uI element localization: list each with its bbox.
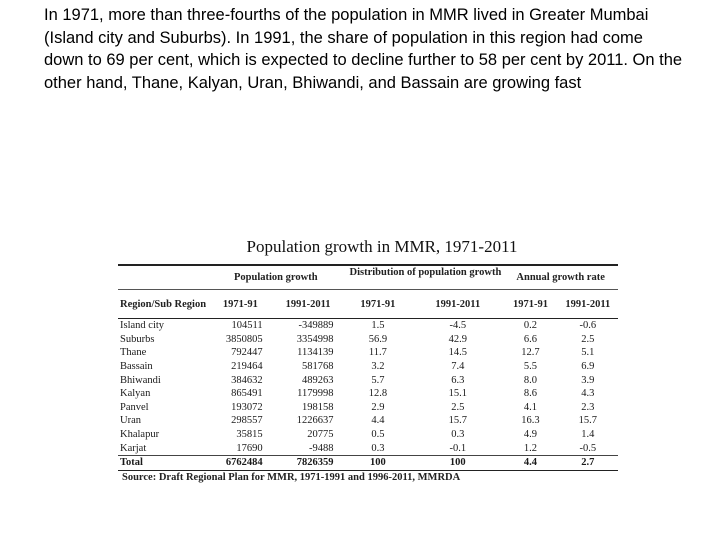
group-header-row	[118, 265, 618, 290]
table-source-note: Source: Draft Regional Plan for MMR, 1971-1991 and 1996-2011, MMRDA	[122, 471, 461, 483]
table-cell: 2.3	[581, 401, 595, 413]
table-cell: 2.9	[371, 401, 385, 413]
table-cell: 0.3	[451, 429, 465, 441]
table-cell: 104511	[231, 320, 263, 332]
column-header: 1991-2011	[412, 290, 503, 319]
table-cell: 5.7	[371, 374, 385, 386]
table-cell: -0.6	[579, 320, 597, 332]
column-header: 1991-2011	[273, 290, 344, 319]
table-cell: 2.7	[558, 455, 618, 470]
table-cell: 2.5	[581, 333, 595, 345]
table-cell: 12.7	[521, 347, 540, 359]
table-total-row	[118, 455, 618, 470]
table-row	[118, 414, 618, 428]
table-cell: 0.3	[371, 442, 385, 454]
table-cell: 581768	[301, 361, 334, 373]
table-cell: 11.7	[368, 347, 387, 359]
table-row	[118, 428, 618, 442]
table-row	[118, 333, 618, 347]
region-name-cell: Thane	[120, 347, 147, 359]
table-cell: 7.4	[451, 361, 465, 373]
table-row	[118, 401, 618, 415]
table-cell: -349889	[298, 320, 334, 332]
table-cell: 4.4	[371, 415, 385, 427]
region-name-cell: Karjat	[120, 442, 147, 454]
table-row	[118, 319, 618, 333]
table-cell: 6.9	[581, 361, 595, 373]
table-cell: 17690	[236, 442, 263, 454]
population-table-figure	[118, 236, 622, 483]
region-name-cell: Bassain	[120, 361, 153, 373]
table-cell: 100	[343, 455, 412, 470]
group-header-population-growth: Population growth	[234, 272, 318, 283]
table-cell: 35815	[236, 429, 263, 441]
table-cell: 865491	[231, 388, 263, 400]
table-cell: 7826359	[273, 455, 344, 470]
table-cell: 193072	[231, 401, 263, 413]
table-cell: 3.9	[581, 374, 595, 386]
column-header: 1971-91	[343, 290, 412, 319]
table-cell: 15.1	[448, 388, 467, 400]
table-cell: 12.8	[368, 388, 388, 400]
table-row	[118, 441, 618, 455]
table-cell: 4.4	[503, 455, 557, 470]
table-cell: 14.5	[448, 347, 467, 359]
table-body	[118, 319, 618, 471]
population-table	[118, 264, 618, 471]
table-cell: 15.7	[448, 415, 467, 427]
table-cell: 3.2	[371, 361, 385, 373]
region-name-cell: Island city	[120, 320, 165, 332]
region-name-cell: Suburbs	[120, 333, 155, 345]
group-header-empty	[118, 265, 208, 290]
table-cell: 4.3	[581, 388, 595, 400]
table-cell: 1.2	[523, 442, 538, 454]
table-cell: 2.5	[451, 401, 465, 413]
table-cell: 1226637	[296, 415, 334, 427]
table-cell: 1.5	[371, 320, 385, 332]
column-header: 1971-91	[208, 290, 273, 319]
table-cell: 15.7	[578, 415, 597, 427]
column-header: 1991-2011	[558, 290, 618, 319]
table-cell: 8.6	[523, 388, 538, 400]
table-cell: 5.5	[523, 361, 538, 373]
table-cell: 100	[412, 455, 503, 470]
table-cell: 1179998	[297, 388, 334, 400]
region-name-cell: Total	[118, 455, 208, 470]
column-header-row	[118, 290, 618, 319]
table-cell: 1134139	[297, 347, 334, 359]
group-header-annual-growth: Annual growth rate	[516, 272, 605, 283]
table-cell: 3850805	[225, 333, 263, 345]
region-name-cell: Panvel	[120, 401, 149, 413]
table-cell: 4.1	[523, 401, 538, 413]
table-cell: 489263	[301, 374, 334, 386]
table-cell: 5.1	[581, 347, 595, 359]
table-cell: 3354998	[296, 333, 334, 345]
group-header-distribution: Distribution of population growth	[349, 267, 502, 278]
table-cell: 6.6	[523, 333, 538, 345]
table-cell: -4.5	[449, 320, 467, 332]
table-cell: 298557	[231, 415, 263, 427]
table-cell: -0.5	[579, 442, 597, 454]
region-name-cell: Kalyan	[120, 388, 151, 400]
region-name-cell: Bhiwandi	[120, 374, 161, 386]
table-row	[118, 373, 618, 387]
table-cell: 56.9	[368, 333, 388, 345]
table-cell: 6762484	[208, 455, 273, 470]
table-cell: 792447	[231, 347, 263, 359]
table-cell: 16.3	[521, 415, 540, 427]
table-cell: 219464	[231, 361, 263, 373]
table-cell: 20775	[307, 429, 334, 441]
table-row	[118, 387, 618, 401]
column-header-region: Region/Sub Region	[118, 290, 208, 319]
table-cell: 8.0	[523, 374, 538, 386]
table-cell: 198158	[301, 401, 334, 413]
table-row	[118, 346, 618, 360]
intro-paragraph: In 1971, more than three-fourths of the population in MMR lived in Greater Mumbai (Island city and Suburbs). In 1991, the share of population in this region had come down to 69 per cent, which is expected to decline further to 58 per cent by 2011. On the other hand, Thane, Kalyan, Uran, Bhiwandi, and Bassain are growing fast	[44, 6, 683, 92]
table-row	[118, 360, 618, 374]
table-cell: 0.5	[371, 429, 385, 441]
region-name-cell: Khalapur	[120, 429, 160, 441]
table-cell: 0.2	[523, 320, 538, 332]
table-cell: 384632	[231, 374, 263, 386]
table-cell: -0.1	[449, 442, 467, 454]
table-cell: 6.3	[451, 374, 465, 386]
table-cell: 1.4	[581, 429, 595, 441]
table-title: Population growth in MMR, 1971-2011	[246, 237, 518, 256]
table-cell: -9488	[308, 442, 334, 454]
table-cell: 4.9	[523, 429, 538, 441]
column-header: 1971-91	[503, 290, 557, 319]
table-cell: 42.9	[448, 333, 467, 345]
region-name-cell: Uran	[120, 415, 141, 427]
